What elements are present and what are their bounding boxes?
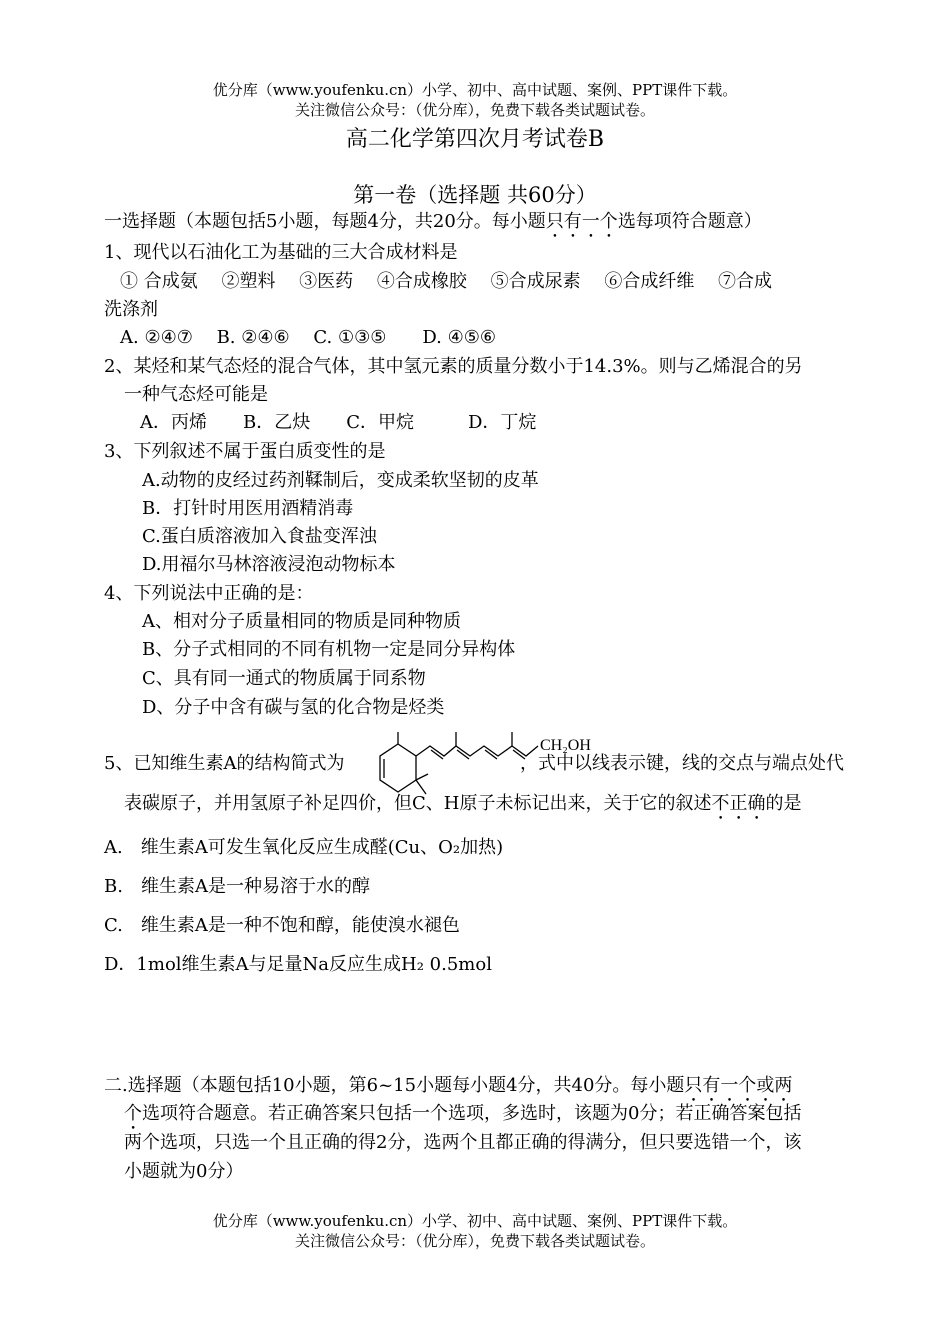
q2-stem-cont: 一种气态烃可能是 <box>124 384 268 405</box>
q5-option-d: D．1mol维生素A与足量Na反应生成H₂ 0.5mol <box>104 954 492 975</box>
q5-option-c: C. 维生素A是一种不饱和醇，能使溴水褪色 <box>104 915 460 936</box>
q4-stem: 4、下列说法中正确的是： <box>104 583 314 604</box>
q1-options: A. ②④⑦ B. ②④⑥ C. ①③⑤ D. ④⑤⑥ <box>120 327 497 348</box>
footer-line-1: 优分库（www.youfenku.cn）小学、初中、高中试题、案例、PPT课件下载。 <box>212 1212 738 1230</box>
section1-instructions <box>104 210 762 242</box>
q1-items-cont: 洗涤剂 <box>104 299 158 320</box>
q3-option-c: C.蛋白质溶液加入食盐变浑浊 <box>142 526 377 547</box>
q3-option-b: B．打针时用医用酒精消毒 <box>142 498 354 519</box>
section2-emphasis-1: 只有一个或两 <box>684 1075 793 1096</box>
q3-option-d: D.用福尔马林溶液浸泡动物标本 <box>142 554 396 575</box>
exam-title: 高二化学第四次月考试卷B <box>345 127 605 152</box>
q3-option-a: A.动物的皮经过药剂鞣制后，变成柔软坚韧的皮革 <box>142 470 539 491</box>
q4-option-c: C、具有同一通式的物质属于同系物 <box>142 668 426 689</box>
q5-stem-part1: 5、已知维生素A的结构简式为 <box>104 753 345 774</box>
q5-stem-part2: ，式中以线表示键，线的交点与端点处代 <box>520 753 844 774</box>
q3-stem: 3、下列叙述不属于蛋白质变性的是 <box>104 441 386 462</box>
q4-option-d: D、分子中含有碳与氢的化合物是烃类 <box>142 697 445 718</box>
footer-line-2: 关注微信公众号：（优分库），免费下载各类试题试卷。 <box>294 1232 655 1250</box>
q5-option-a: A. 维生素A可发生氧化反应生成醛(Cu、O₂加热) <box>104 837 504 858</box>
header-line-2: 关注微信公众号：（优分库），免费下载各类试题试卷。 <box>294 101 655 119</box>
section2-line-2 <box>124 1102 801 1134</box>
q5-stem-line2 <box>124 792 801 824</box>
q2-stem: 2、某烃和某气态烃的混合气体，其中氢元素的质量分数小于14.3%。则与乙烯混合的另 <box>104 356 803 377</box>
instructions-text-b: 选每项符合题意） <box>617 211 762 232</box>
section2-text-b: 选项符合题意。若正确答案只包括一个选项，多选时，该题为0分；若正确答案包括 <box>142 1103 802 1124</box>
section2-line-3: 两个选项，只选一个且正确的得2分，选两个且都正确的得满分，但只要选错一个，该 <box>124 1132 802 1153</box>
section2-line-4: 小题就为0分） <box>124 1161 244 1182</box>
q1-stem: 1、现代以石油化工为基础的三大合成材料是 <box>104 242 458 263</box>
q5-stem2-tail: 的是 <box>765 793 802 814</box>
q1-items: ① 合成氨 ②塑料 ③医药 ④合成橡胶 ⑤合成尿素 ⑥合成纤维 ⑦合成 <box>120 271 773 292</box>
section2-emphasis-2: 个 <box>124 1103 142 1124</box>
section1-heading: 第一卷（选择题 共60分） <box>353 183 597 207</box>
instructions-emphasis: 只有一个 <box>545 211 618 232</box>
q5-stem2-text: 表碳原子，并用氢原子补足四价，但C、H原子未标记出来，关于它的叙述 <box>124 793 712 814</box>
section2-text-a: 二.选择题（本题包括10小题，第6~15小题每小题4分，共40分。每小题 <box>104 1075 685 1096</box>
instructions-text-a: 一选择题（本题包括5小题，每题4分，共20分。每小题 <box>104 211 546 232</box>
q4-option-b: B、分子式相同的不同有机物一定是同分异构体 <box>142 639 516 660</box>
structure-label: CH₂OH <box>540 737 591 754</box>
q5-option-b: B. 维生素A是一种易溶于水的醇 <box>104 876 370 897</box>
q4-option-a: A、相对分子质量相同的物质是同种物质 <box>142 611 461 632</box>
header-line-1: 优分库（www.youfenku.cn）小学、初中、高中试题、案例、PPT课件下载。 <box>212 81 738 99</box>
q2-options: A．丙烯 B．乙炔 C．甲烷 D．丁烷 <box>140 412 537 433</box>
q5-stem2-emphasis: 不正确 <box>711 793 766 814</box>
